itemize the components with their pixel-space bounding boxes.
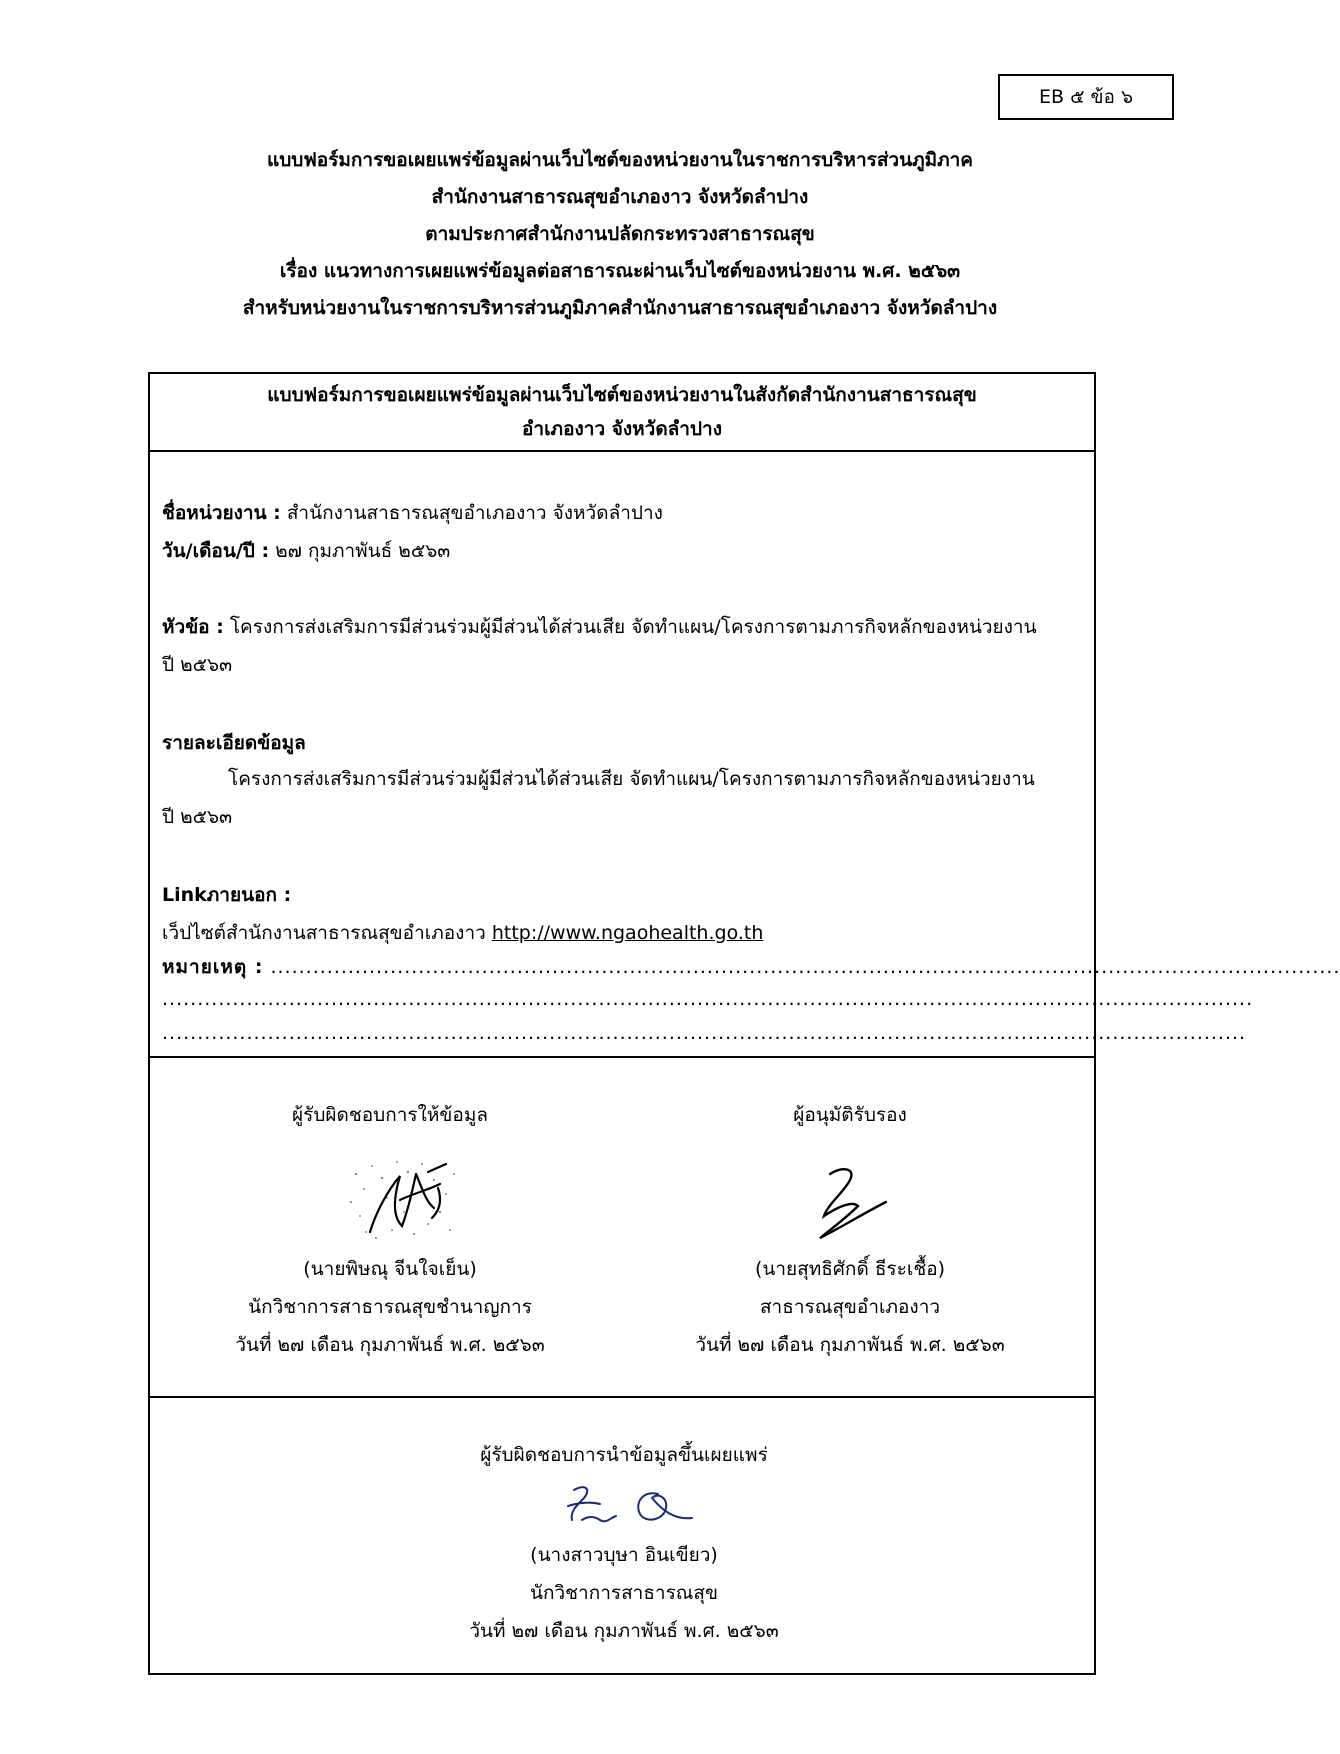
form-title-line-2: อำเภองาว จังหวัดลำปาง [521, 418, 722, 440]
detail-year [162, 802, 1086, 832]
responsible-position: นักวิชาการสาธารณสุขชำนาญการ [248, 1296, 532, 1318]
publisher-date: วันที่ ๒๗ เดือน กุมภาพันธ์ พ.ศ. ๒๕๖๓ [469, 1620, 779, 1642]
detail-field [162, 764, 1086, 794]
link-label: Linkภายนอก : [162, 884, 292, 906]
responsible-signature-image [342, 1154, 462, 1244]
publisher-section [150, 1398, 1094, 1675]
unit-value: สำนักงานสาธารณสุขอำเภองาว จังหวัดลำปาง [280, 502, 663, 524]
form-title-section [150, 374, 1094, 452]
reference-code-box [998, 74, 1174, 120]
note-dots-line-3: .......................................................................................................................................................... [162, 1022, 1247, 1044]
form-title-line-1: แบบฟอร์มการขอเผยแพร่ข้อมูลผ่านเว็บไซต์ของหน่วยงานในสังกัดสำนักงานสาธารณสุข [267, 384, 977, 406]
publisher-signature-image [554, 1476, 704, 1536]
topic-year [162, 650, 1086, 680]
link-heading [162, 880, 1086, 910]
detail-label: รายละเอียดข้อมูล [162, 732, 306, 754]
publisher-name: (นางสาวบุษา อินเขียว) [530, 1544, 718, 1566]
website-link[interactable]: http://www.ngaohealth.go.th [491, 922, 764, 944]
topic-field [162, 612, 1086, 642]
responsible-role: ผู้รับผิดชอบการให้ข้อมูล [292, 1104, 488, 1126]
document-header [100, 142, 1140, 327]
header-line-5: สำหรับหน่วยงานในราชการบริหารส่วนภูมิภาคสำนักงานสาธารณสุขอำเภองาว จังหวัดลำปาง [242, 297, 998, 319]
note-line-2 [162, 988, 1254, 1010]
request-form [148, 372, 1340, 1675]
header-line-2: สำนักงานสาธารณสุขอำเภองาว จังหวัดลำปาง [431, 186, 809, 208]
header-line-1: แบบฟอร์มการขอเผยแพร่ข้อมูลผ่านเว็บไซต์ของหน่วยงานในราชการบริหารส่วนภูมิภาค [266, 149, 974, 171]
date-label: วัน/เดือน/ปี : [162, 540, 270, 562]
detail-heading [162, 728, 1086, 758]
note-dots-line-2: ........................................................................................................................................................... [162, 988, 1254, 1010]
note-dots-line-1: ........................................................................................................................................................ [263, 956, 1340, 978]
date-field [162, 536, 1086, 566]
responsible-date: วันที่ ๒๗ เดือน กุมภาพันธ์ พ.ศ. ๒๕๖๓ [235, 1334, 545, 1356]
approver-role: ผู้อนุมัติรับรอง [793, 1104, 907, 1126]
publisher-block [414, 1398, 834, 1675]
approver-position: สาธารณสุขอำเภองาว [759, 1296, 941, 1318]
link-text: เว็ปไซต์สำนักงานสาธารณสุขอำเภองาว [162, 922, 492, 944]
signature-section [150, 1058, 1094, 1398]
topic-value-line-2: ปี ๒๕๖๓ [162, 654, 233, 676]
note-field [162, 952, 1340, 982]
approver-signature-image [810, 1158, 900, 1242]
unit-field [162, 498, 1086, 528]
responsible-name: (นายพิษณุ จีนใจเย็น) [303, 1258, 477, 1280]
publisher-role: ผู้รับผิดชอบการนำข้อมูลขึ้นเผยแพร่ [480, 1444, 768, 1466]
publisher-position: นักวิชาการสาธารณสุข [529, 1582, 719, 1604]
topic-value: โครงการส่งเสริมการมีส่วนร่วมผู้มีส่วนได้ส่วนเสีย จัดทำแผน/โครงการตามภารกิจหลักของหน่วยงาน [223, 616, 1037, 638]
form-body-section [150, 452, 1340, 1058]
header-line-4: เรื่อง แนวทางการเผยแพร่ข้อมูลต่อสาธารณะผ่านเว็บไซต์ของหน่วยงาน พ.ศ. ๒๕๖๓ [279, 260, 961, 282]
approver-name: (นายสุทธิศักดิ์ ธีระเชื้อ) [754, 1258, 946, 1280]
link-field [162, 918, 1086, 948]
approver-block [640, 1058, 1060, 1398]
unit-label: ชื่อหน่วยงาน : [162, 502, 281, 524]
topic-label: หัวข้อ : [162, 616, 224, 638]
reference-code: EB ๕ ข้อ ๖ [1039, 86, 1133, 108]
note-line-3 [162, 1022, 1247, 1044]
approver-date: วันที่ ๒๗ เดือน กุมภาพันธ์ พ.ศ. ๒๕๖๓ [695, 1334, 1005, 1356]
detail-value: โครงการส่งเสริมการมีส่วนร่วมผู้มีส่วนได้ส่วนเสีย จัดทำแผน/โครงการตามภารกิจหลักของหน่วยงาน [228, 768, 1035, 790]
header-line-3: ตามประกาศสำนักงานปลัดกระทรวงสาธารณสุข [425, 223, 815, 245]
note-label: หมายเหตุ : [162, 956, 264, 978]
responsible-signer-block [180, 1058, 600, 1398]
detail-value-line-2: ปี ๒๕๖๓ [162, 806, 233, 828]
date-value: ๒๗ กุมภาพันธ์ ๒๕๖๓ [269, 540, 451, 562]
